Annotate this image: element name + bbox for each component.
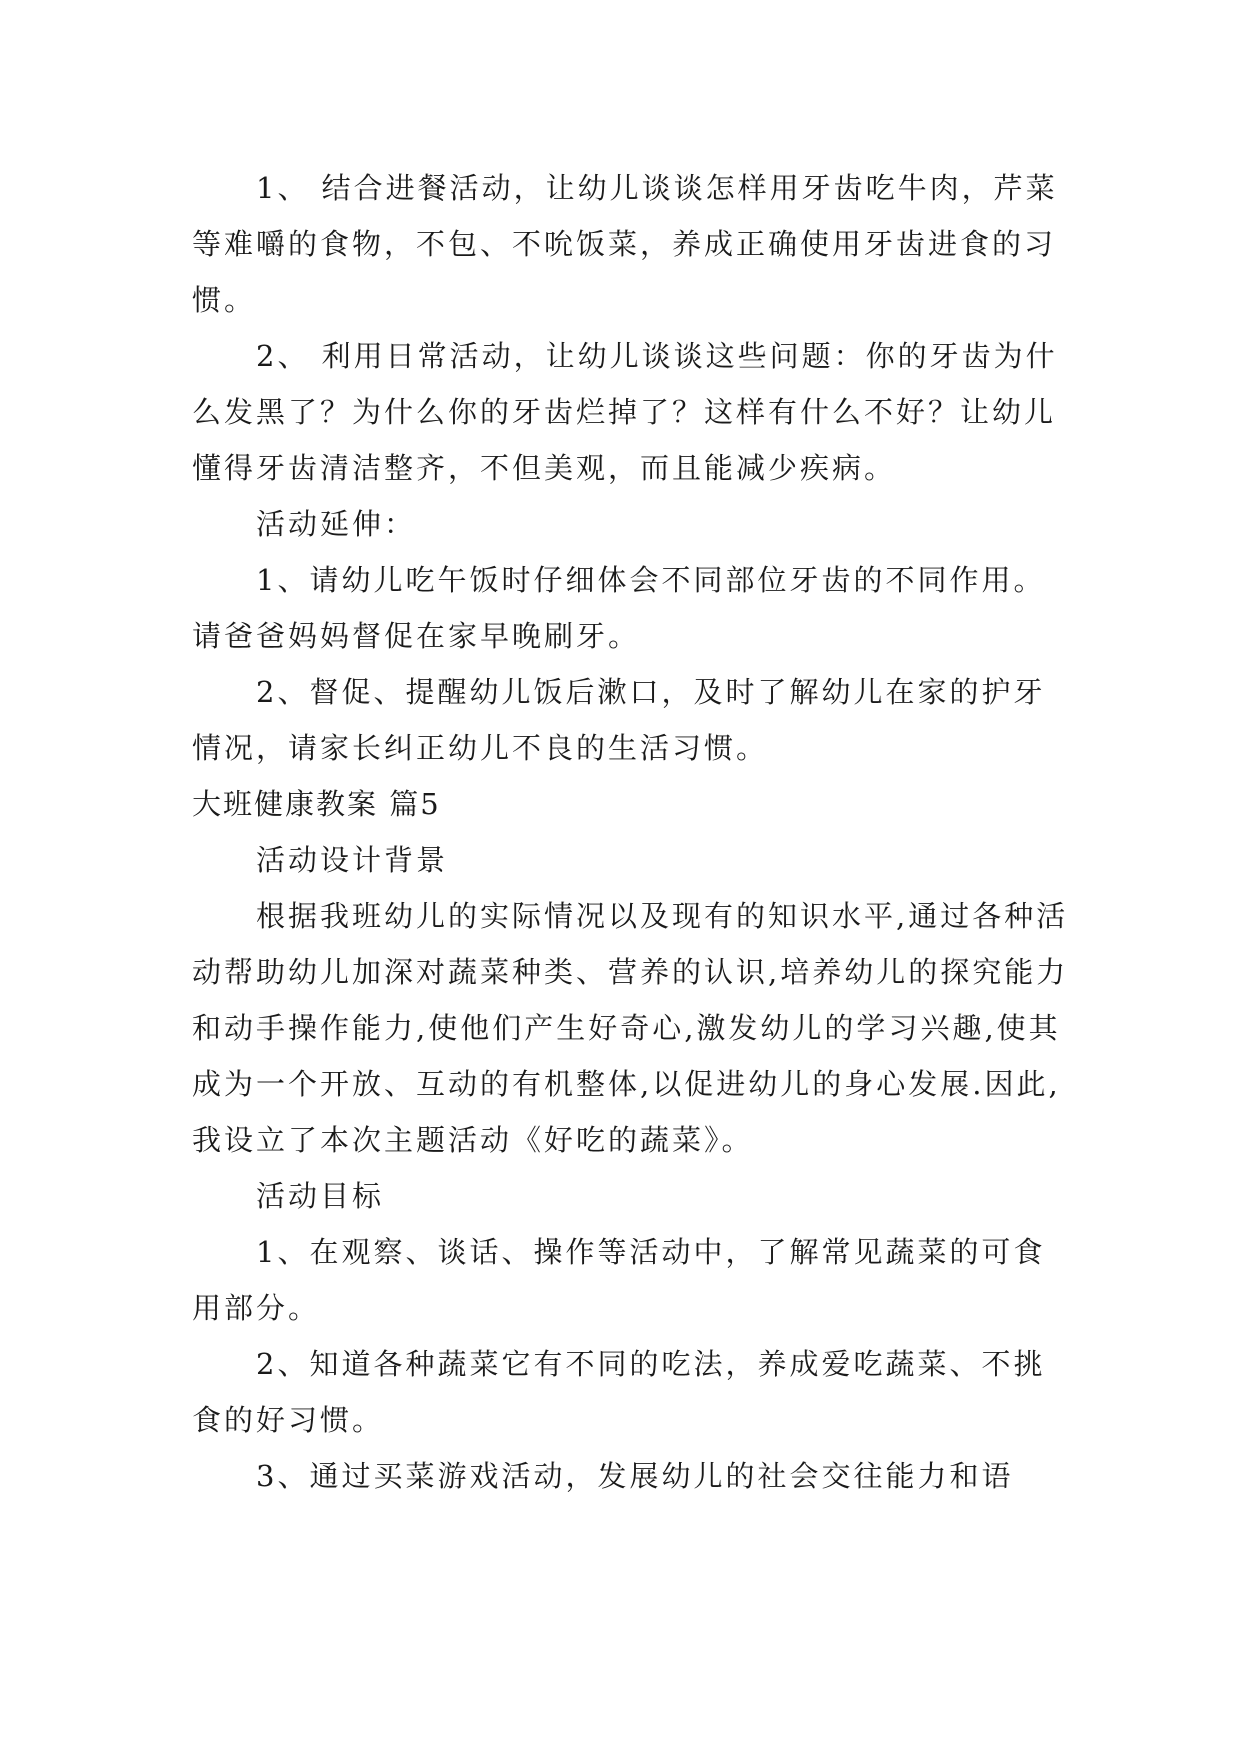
paragraph-design-background: 根据我班幼儿的实际情况以及现有的知识水平,通过各种活动帮助幼儿加深对蔬菜种类、营养的认识,培养幼儿的探究能力和动手操作能力,使他们产生好奇心,激发幼儿的学习兴趣,使其成为一个开放、互动的有机整体,以促进幼儿的身心发展.因此,我设立了本次主题活动《好吃的蔬菜》。 <box>192 899 1069 1157</box>
paragraph-design-background-heading: 活动设计背景 <box>256 843 449 877</box>
paragraph-objective-1: 1、在观察、谈话、操作等活动中，了解常见蔬菜的可食用部分。 <box>192 1235 1046 1325</box>
paragraph-activity-extension-heading: 活动延伸： <box>256 507 417 541</box>
paragraph-objectives-heading: 活动目标 <box>256 1179 385 1213</box>
section-title-lesson-5: 大班健康教案 篇5 <box>192 787 441 821</box>
paragraph-extension-item-1: 1、请幼儿吃午饭时仔细体会不同部位牙齿的不同作用。请爸爸妈妈督促在家早晚刷牙。 <box>192 563 1046 653</box>
paragraph-extension-item-2: 2、督促、提醒幼儿饭后漱口，及时了解幼儿在家的护牙情况，请家长纠正幼儿不良的生活习惯。 <box>192 675 1046 765</box>
paragraph-meal-activity: 1、 结合进餐活动，让幼儿谈谈怎样用牙齿吃牛肉，芹菜等难嚼的食物，不包、不吮饭菜，养成正确使用牙齿进食的习惯。 <box>192 171 1058 317</box>
paragraph-objective-3: 3、通过买菜游戏活动，发展幼儿的社会交往能力和语 <box>256 1459 1014 1493</box>
paragraph-daily-activity: 2、 利用日常活动，让幼儿谈谈这些问题：你的牙齿为什么发黑了？为什么你的牙齿烂掉了？这样有什么不好？让幼儿懂得牙齿清洁整齐，不但美观，而且能减少疾病。 <box>192 339 1058 485</box>
document-body <box>192 160 1072 1504</box>
paragraph-objective-2: 2、知道各种蔬菜它有不同的吃法，养成爱吃蔬菜、不挑食的好习惯。 <box>192 1347 1046 1437</box>
